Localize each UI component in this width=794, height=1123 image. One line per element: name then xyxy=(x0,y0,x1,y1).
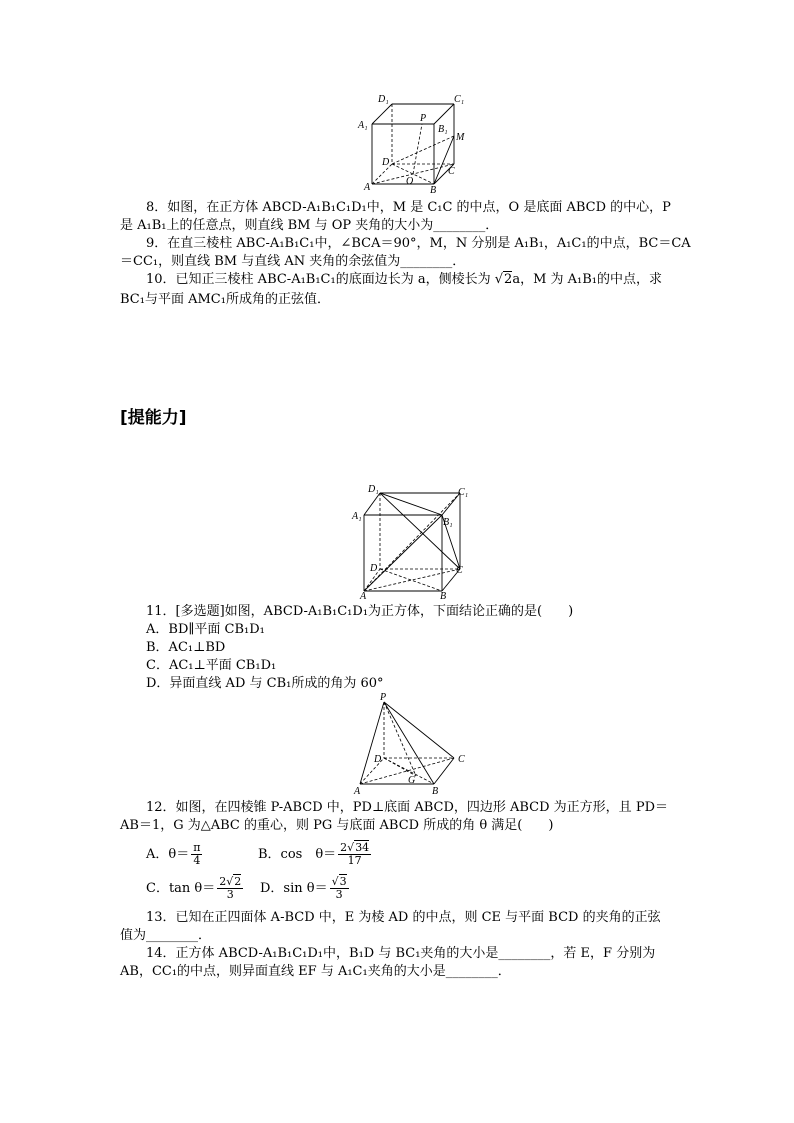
figure-pyramid xyxy=(350,692,475,796)
problem-11-option-c: C．AC₁⊥平面 CB₁D₁ xyxy=(146,658,277,673)
fig1-label-C: C xyxy=(448,166,455,177)
fig1-label-M: M xyxy=(456,132,465,143)
problem-12-line-2: AB＝1，G 为△ABC 的重心，则 PG 与底面 ABCD 所成的角 θ 满足( ) xyxy=(120,818,554,833)
sqrt-symbol: √ xyxy=(494,272,504,287)
problem-9-line-1: 9．在直三棱柱 ABC-A₁B₁C₁中，∠BCA＝90°，M，N 分别是 A₁B₁，A₁C₁的中点，BC＝CA xyxy=(146,236,691,251)
problem-13-line-1: 13．已知在正四面体 A-BCD 中，E 为棱 AD 的中点，则 CE 与平面 BCD 的夹角的正弦 xyxy=(146,910,661,925)
problem-11-stem: 11．[多选题]如图，ABCD-A₁B₁C₁D₁为正方体，下面结论正确的是( ) xyxy=(146,604,574,619)
opt-a-num: π xyxy=(193,841,201,854)
opt-b-coef: 2 xyxy=(340,841,348,854)
opt-c-rad: 2 xyxy=(234,875,242,888)
problem-10-line-1 xyxy=(146,272,662,288)
fig1-label-O: O xyxy=(406,176,414,187)
opt-b-prefix: B．cos θ＝ xyxy=(258,847,337,862)
fig2-label-B1: B₁ xyxy=(443,517,453,528)
fig3-label-G: G xyxy=(408,775,416,786)
fig2-label-C: C xyxy=(456,565,463,576)
opt-a-prefix: A．θ＝ xyxy=(146,847,190,862)
fig1-label-A: A xyxy=(364,182,371,193)
fig1-label-C1: C₁ xyxy=(454,94,465,105)
fig1-label-B1: B₁ xyxy=(438,124,448,135)
problem-14-line-2: AB，CC₁的中点，则异面直线 EF 与 A₁C₁夹角的大小是________． xyxy=(120,964,511,979)
problem-9-line-2: ＝CC₁，则直线 BM 与直线 AN 夹角的余弦值为________． xyxy=(120,254,466,269)
problem-13-line-2: 值为________． xyxy=(120,928,212,943)
problem-11-option-d: D．异面直线 AD 与 CB₁所成的角为 60° xyxy=(146,676,384,691)
problem-10-text-b: a，M 为 A₁B₁的中点，求 xyxy=(512,272,663,287)
fig2-label-C1: C₁ xyxy=(458,487,469,498)
figure-cube-1 xyxy=(358,92,468,194)
fig1-label-B: B xyxy=(430,185,437,196)
fig3-label-P: P xyxy=(380,692,387,703)
opt-a-den: 4 xyxy=(193,854,201,867)
opt-d-den: 3 xyxy=(335,888,343,901)
sqrt-symbol: √ xyxy=(226,875,234,888)
opt-b-fraction xyxy=(338,842,371,867)
opt-d-rad: 3 xyxy=(339,875,347,888)
fig3-label-A: A xyxy=(354,786,361,797)
problem-12-line-1: 12．如图，在四棱锥 P-ABCD 中，PD⊥底面 ABCD，四边形 ABCD 为正方形，且 PD＝ xyxy=(146,800,668,815)
problem-10-text-a: 10．已知正三棱柱 ABC-A₁B₁C₁的底面边长为 a，侧棱长为 xyxy=(146,272,495,287)
opt-c-prefix: C．tan θ＝ xyxy=(146,881,216,896)
problem-8-line-1: 8．如图，在正方体 ABCD-A₁B₁C₁D₁中，M 是 C₁C 的中点，O 是底面 ABCD 的中心，P xyxy=(146,200,671,215)
opt-b-rad: 34 xyxy=(355,841,370,854)
fig2-label-A: A xyxy=(360,591,367,602)
fig1-label-D1: D₁ xyxy=(378,94,389,105)
fig2-label-D1: D₁ xyxy=(368,484,379,495)
opt-c-coef: 2 xyxy=(219,875,227,888)
problem-12-option-b xyxy=(258,842,373,867)
problem-11-option-a: A．BD∥平面 CB₁D₁ xyxy=(146,622,265,637)
problem-12-option-a xyxy=(146,842,204,867)
problem-12-option-d xyxy=(260,876,351,901)
figure-cube-2 xyxy=(352,484,472,602)
fig1-label-P: P xyxy=(420,113,427,124)
fig3-label-D: D xyxy=(374,754,382,765)
fig3-label-C: C xyxy=(458,754,465,765)
problem-14-line-1: 14．正方体 ABCD-A₁B₁C₁D₁中，B₁D 与 BC₁夹角的大小是________，若 E，F 分别为 xyxy=(146,946,656,961)
section-heading: [提能力] xyxy=(120,408,187,428)
opt-d-prefix: D．sin θ＝ xyxy=(260,881,328,896)
problem-12-option-c xyxy=(146,876,245,901)
opt-a-fraction xyxy=(191,842,202,867)
fig3-label-B: B xyxy=(432,786,439,797)
problem-10-line-2: BC₁与平面 AMC₁所成角的正弦值． xyxy=(120,292,330,307)
problem-8-line-2: 是 A₁B₁上的任意点，则直线 BM 与 OP 夹角的大小为________． xyxy=(120,218,499,233)
fig2-label-B: B xyxy=(440,591,447,602)
opt-c-den: 3 xyxy=(226,888,234,901)
problem-11-option-b: B．AC₁⊥BD xyxy=(146,640,226,655)
opt-c-fraction xyxy=(217,876,243,901)
opt-b-den: 17 xyxy=(347,854,362,867)
fig1-label-A1: A₁ xyxy=(358,120,368,131)
fig2-label-A1: A₁ xyxy=(352,511,362,522)
sqrt-symbol: √ xyxy=(347,841,355,854)
problem-10-sqrt: 2 xyxy=(504,272,513,287)
fig2-label-D: D xyxy=(370,563,378,574)
fig1-label-D: D xyxy=(382,157,390,168)
sqrt-symbol: √ xyxy=(331,875,339,888)
opt-d-fraction xyxy=(330,876,349,901)
